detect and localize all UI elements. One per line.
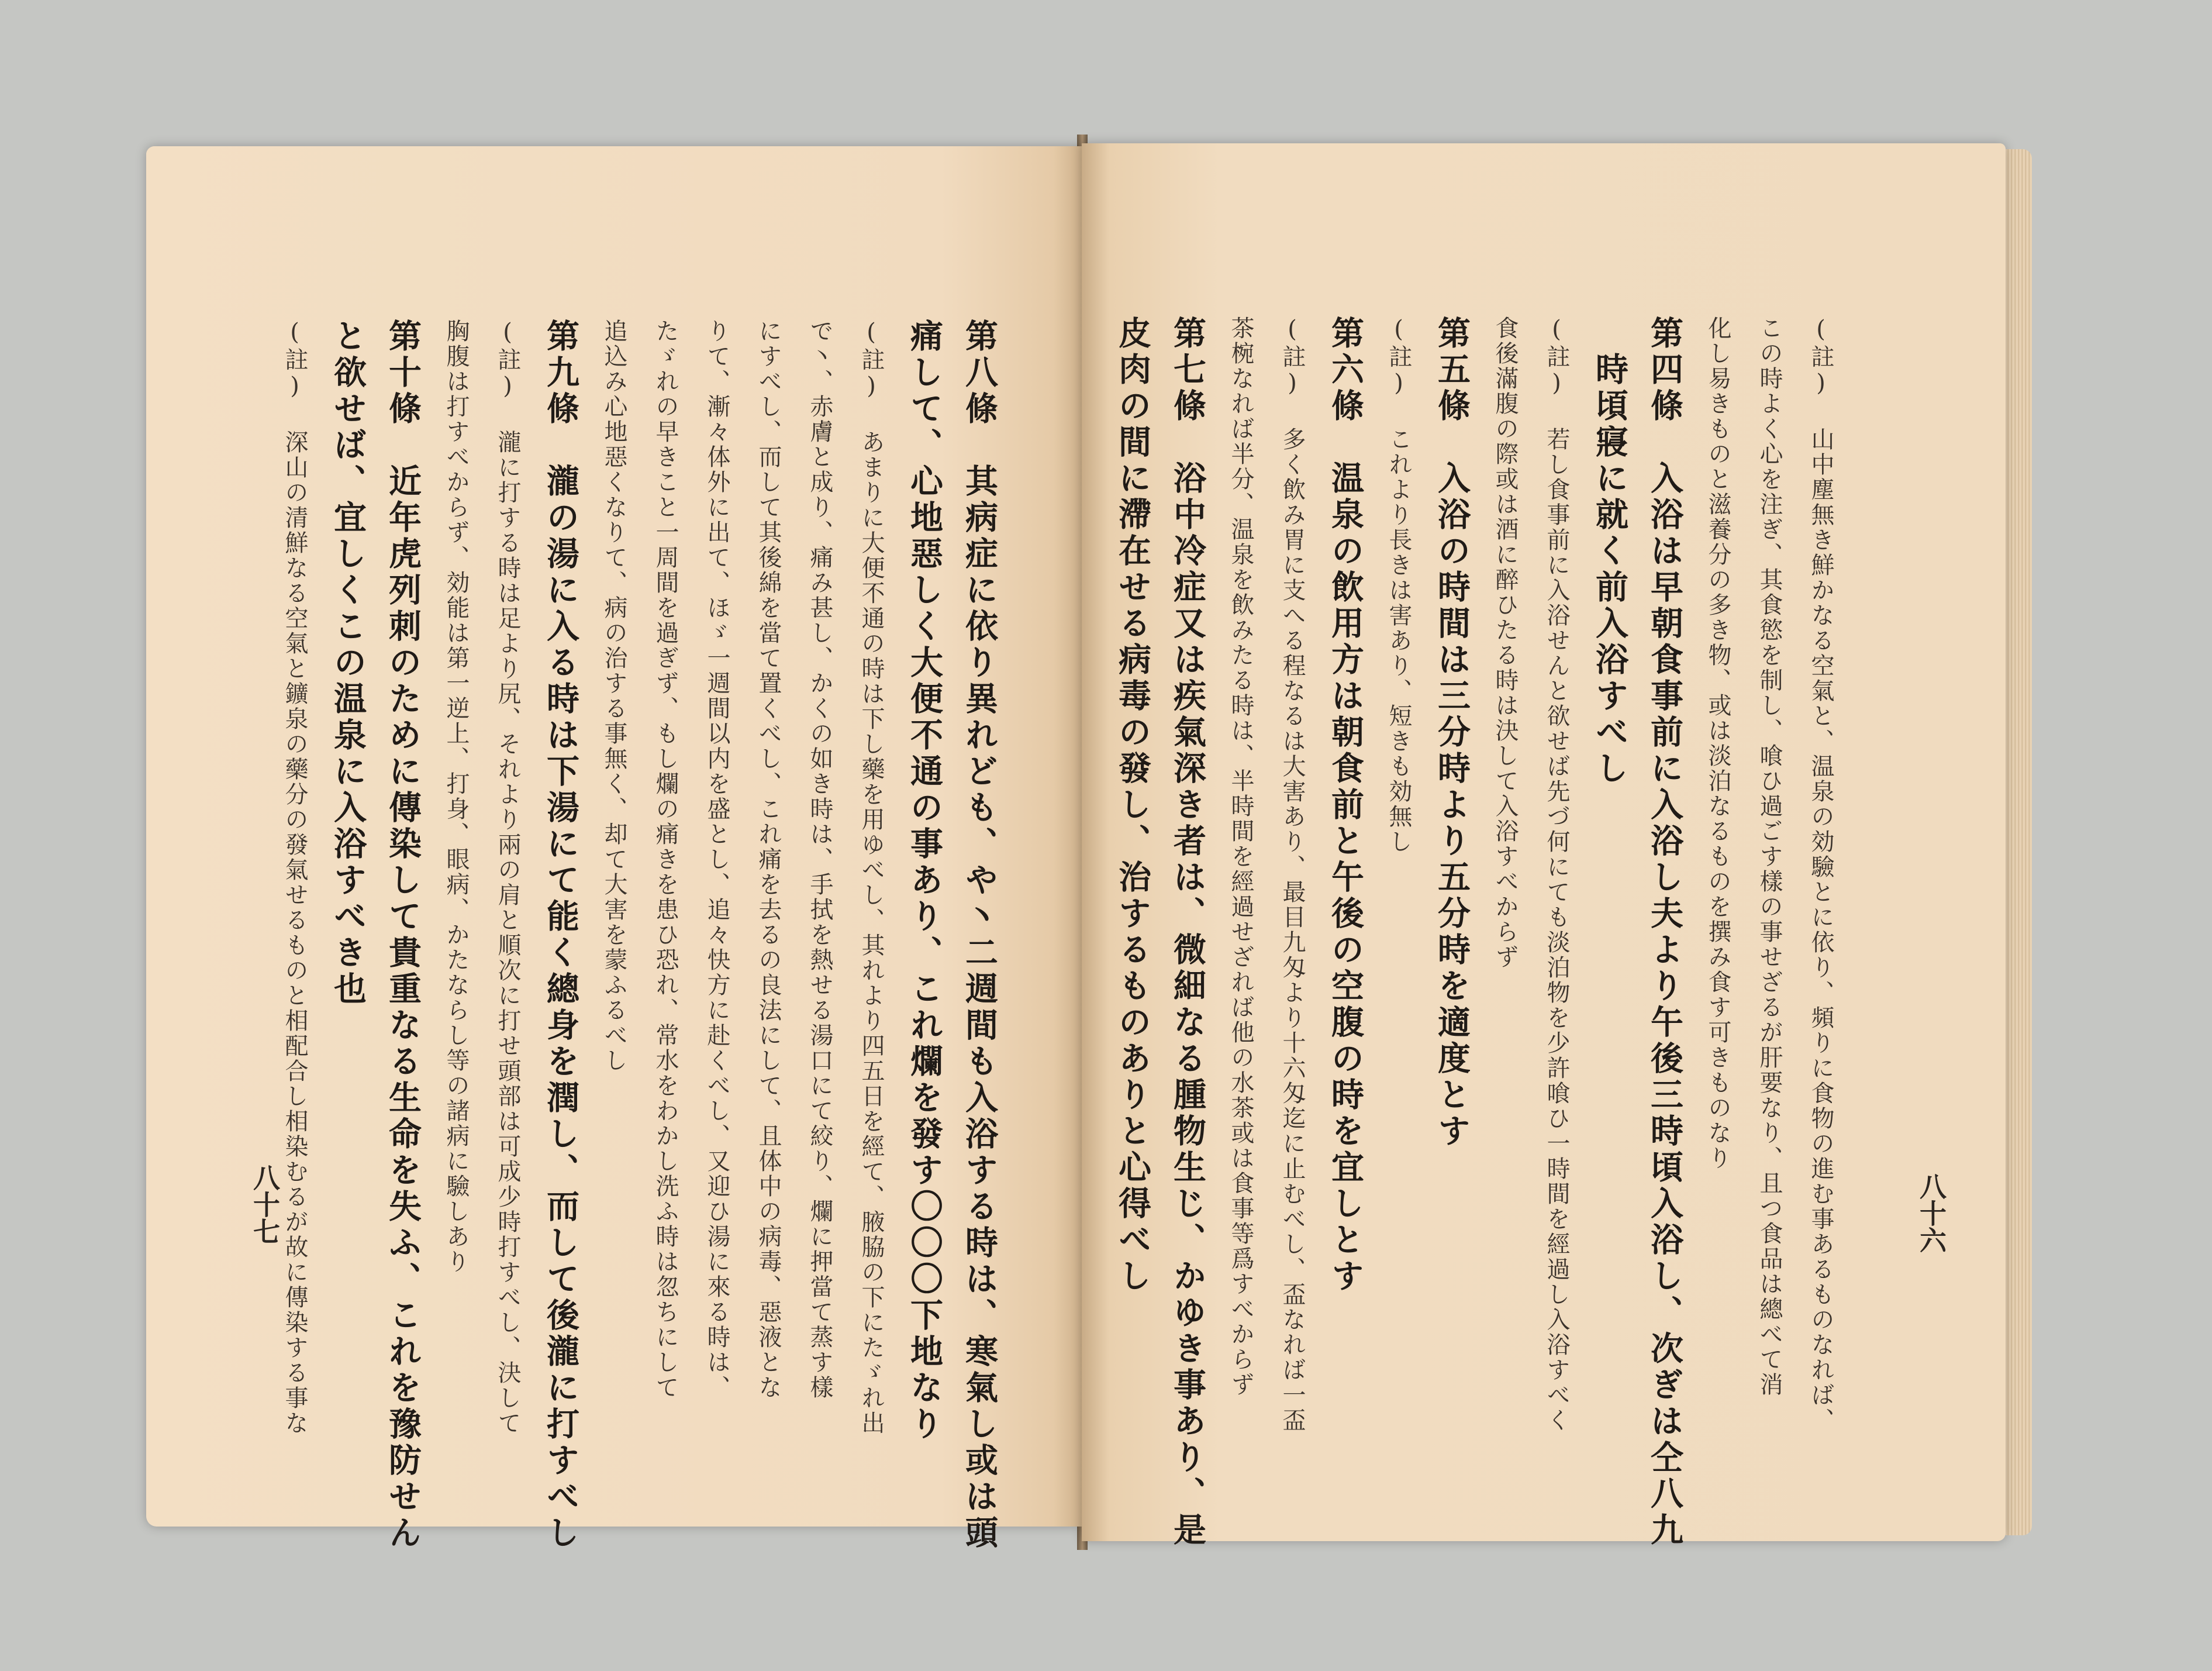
- left-column: [897, 319, 952, 1552]
- left-page: [146, 146, 1082, 1552]
- right-column: [1744, 316, 1795, 1549]
- right-column: [1795, 316, 1847, 1549]
- left-column: [640, 319, 691, 1552]
- left-column: [588, 319, 640, 1552]
- note-line: たゞれの早きこと一周間を過ぎず、もし爛の痛きを患ひ恐れ、常水をわかし洗ふ時は忽ちにして: [652, 319, 679, 1400]
- left-column: [533, 319, 588, 1552]
- note-line: りて、漸々体外に出て、ほゞ一週間以内を盛とし、追々快方に赴くべし、又迎ひ湯に來る時は、: [703, 319, 730, 1400]
- right-column: [1318, 316, 1373, 1549]
- left-column: [269, 319, 320, 1552]
- left-column: [691, 319, 743, 1552]
- left-column: [952, 319, 1007, 1552]
- note-line: (註) 多く飲み胃に支へる程なるは大害あり、最目九匁より十六匁迄に止むべし、盃なれば一盃: [1279, 316, 1306, 1433]
- note-line: (註) 瀧に打する時は足より尻、それより兩の肩と順次に打せ頭部は可成少時打すべし、決して: [494, 319, 521, 1436]
- article-10-heading: 第十條 近年虎列刺のために傳染して貴重なる生命を失ふ、これを豫防せん: [384, 319, 422, 1552]
- article-8-heading: 第八條 其病症に依り異れども、や丶二週間も入浴する時は、寒氣し或は頭: [960, 319, 999, 1552]
- article-9-heading: 第九條 瀧の湯に入る時は下湯にて能く總身を潤し、而して後瀧に打すべし: [541, 319, 580, 1552]
- right-column: [1424, 316, 1479, 1549]
- article-4-heading: 第四條 入浴は早朝食事前に入浴し夫より午後三時頃入浴し、次ぎは仝八九: [1645, 316, 1684, 1549]
- right-column: [1267, 316, 1318, 1549]
- right-column: [1160, 316, 1215, 1549]
- note-line: (註) これより長きは害あり、短きも効無し: [1385, 316, 1412, 855]
- note-line: この時よく心を注ぎ、其食慾を制し、喰ひ過ごす樣の事せざるが肝要なり、且つ食品は總べて消: [1756, 316, 1783, 1397]
- note-line: (註) 山中塵無き鮮かなる空氣と、温泉の効驗とに依り、頻りに食物の進む事あるものなれば、: [1807, 316, 1834, 1433]
- right-column: [1215, 316, 1267, 1549]
- article-8-text: 痛して、心地惡しく大便不通の事あり、これ爛を發す〇〇〇下地なり: [905, 319, 944, 1443]
- right-column: [1105, 316, 1160, 1549]
- right-column: [1692, 316, 1744, 1549]
- article-6-heading: 第六條 温泉の飲用方は朝食前と午後の空腹の時を宜しとす: [1326, 316, 1365, 1295]
- left-column: [794, 319, 846, 1552]
- article-10-text: と欲せば、宜しくこの温泉に入浴すべき也: [329, 319, 367, 1008]
- right-column: [1479, 316, 1531, 1549]
- right-page-text: [1105, 316, 1847, 1549]
- page-number-left: 八十七: [249, 1164, 281, 1245]
- note-line: にすべし、而して其後綿を當て置くべし、これ痛を去るの良法にして、且体中の病毒、惡液とな: [755, 319, 782, 1400]
- right-column: [1373, 316, 1424, 1549]
- left-column: [482, 319, 533, 1552]
- right-column: [1531, 316, 1582, 1549]
- note-line: 茶椀なれば半分、温泉を飲みたる時は、半時間を經過せざれば他の水茶或は食事等爲すべからず: [1227, 316, 1254, 1397]
- note-line: 食後滿腹の際或は酒に醉ひたる時は決して入浴すべからず: [1492, 316, 1519, 970]
- note-line: (註) 深山の清鮮なる空氣と鑛泉の藥分の發氣せるものと相配合し相染むるが故に傳染する事な: [281, 319, 308, 1436]
- right-page: [1082, 143, 2006, 1549]
- note-line: (註) 若し食事前に入浴せんと欲せば先づ何にても淡泊物を少許喰ひ一時間を經過し入浴すべく: [1543, 316, 1570, 1433]
- article-7-heading: 第七條 浴中冷症又は疾氣深き者は、微細なる腫物生じ、かゆき事あり、是: [1168, 316, 1207, 1549]
- right-column: [1582, 316, 1637, 1549]
- note-line: 化し易きものと滋養分の多き物、或は淡泊なるものを撰み食す可きものなり: [1704, 316, 1731, 1171]
- left-column: [430, 319, 482, 1552]
- note-line: 追込み心地惡くなりて、病の治する事無く、却て大害を蒙ふるべし: [601, 319, 627, 1073]
- left-page-text: [269, 319, 1007, 1552]
- left-column: [743, 319, 794, 1552]
- note-line: 胸腹は打すべからず、効能は第一逆上、打身、眼病、かたならし等の諸病に驗しあり: [443, 319, 470, 1274]
- left-column: [846, 319, 897, 1552]
- article-7-text: 皮肉の間に滯在せる病毒の發し、治するものありと心得べし: [1113, 316, 1152, 1295]
- note-line: で丶、赤膚と成り、痛み甚し、かくの如き時は、手拭を熱せる湯口にて絞り、爛に押當て蒸す樣: [806, 319, 833, 1400]
- note-line: (註) あまりに大便不通の時は下し藥を用ゆべし、其れより四五日を經て、腋脇の下にたゞれ出: [858, 319, 885, 1436]
- left-column: [375, 319, 430, 1552]
- article-5-heading: 第五條 入浴の時間は三分時より五分時を適度とす: [1433, 316, 1471, 1150]
- left-column: [320, 319, 375, 1552]
- article-4-text: 時頃寢に就く前入浴すべし: [1590, 316, 1629, 787]
- right-column: [1637, 316, 1692, 1549]
- page-number-right: 八十六: [1916, 1173, 1947, 1253]
